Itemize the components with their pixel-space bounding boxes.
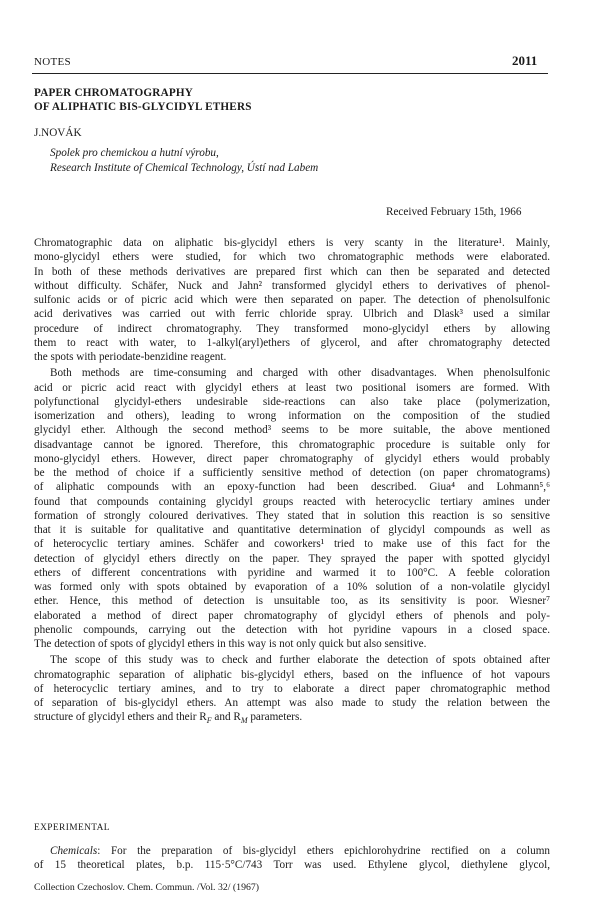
text-line: of heterocyclic tertiary amines, and to try to elaborate a direct paper chromatographic method: [34, 682, 550, 695]
text-line: disadvantage cannot be ignored. Therefore, this chromatographic procedure is suitable only for: [34, 438, 550, 451]
subscript-m: M: [240, 716, 248, 726]
subscript-f: F: [206, 716, 212, 726]
header-rule: [32, 73, 548, 74]
text-line: sulfonic acids or of picric acid which were then separated on paper. The detection of phenolsulfonic: [34, 294, 550, 306]
text-run: and R: [211, 711, 241, 724]
text-line: of separation of bis-glycidyl ethers. An attempt was also made to study the relation between the: [34, 697, 550, 709]
text-line: without difficulty. Schäfer, Nuck and Jahn² transformed glycidyl ethers to derivatives of phenol-: [34, 279, 550, 292]
text-line: was formed only with spots obtained by evaporation of a 10% solution of a non-volatile glycidyl: [34, 581, 550, 593]
text-line: of aliphatic compounds with an epoxy-function had been described. Giua⁴ and Lohmann⁵,⁶: [34, 481, 550, 494]
section-header: NOTES: [34, 56, 71, 68]
text-line: The detection of spots of glycidyl ethers in this way is not only quick but also sensitive.: [34, 638, 427, 650]
text-line: The scope of this study was to check and further elaborate the detection of spots obtained after: [50, 654, 550, 667]
received-date: Received February 15th, 1966: [386, 206, 522, 218]
experimental-heading: EXPERIMENTAL: [34, 823, 110, 833]
page-number: 2011: [512, 53, 538, 68]
text-line: mono-glycidyl ethers were studied, for which two chromatographic methods were elaborated.: [34, 251, 550, 264]
text-line: ether. Hence, this method of detection is unsuitable too, as its sensitivity is poor. Wiesner⁷: [34, 595, 550, 608]
text-line: [34, 710, 550, 724]
text-line: formation of strongly coloured derivatives. They stated that in solution this reaction is so sensitive: [34, 509, 550, 522]
author-name: J.NOVÁK: [34, 127, 82, 139]
journal-citation: Collection Czechoslov. Chem. Commun. /Vol. 32/ (1967): [34, 882, 260, 893]
text-line: Both methods are time-consuming and charged with other disadvantages. When phenolsulfonic: [50, 367, 550, 380]
text-line: detection of glycidyl ethers directly on the paper. They sprayed the paper with spotted glycidyl: [34, 552, 550, 565]
text-run: parameters.: [247, 711, 303, 724]
text-line: of heterocyclic tertiary amines. Schäfer and coworkers¹ tried to make use of this fact for the: [34, 538, 550, 551]
text-line: acid derivatives was carried out with ferric chloride spray. Ulbrich and Dlask³ used a similar: [34, 308, 550, 321]
paragraph-3: [34, 653, 550, 724]
text-line: mono-glycidyl ethers. However, direct paper chromatography of glycidyl ethers would probably: [34, 452, 550, 465]
text-line: procedure of indirect chromatography. They transformed mono-glycidyl ethers by allowing: [34, 322, 550, 335]
text-line: glycidyl ether. Although the second method³ seems to be more suitable, the above mentioned: [34, 424, 550, 437]
paragraph-1: [34, 236, 550, 364]
text-line: be the method of choice if a sufficiently sensitive method of detection (on paper chromatograms): [34, 467, 550, 479]
text-line: isomerization and others), leading to wrong information on the composition of the studied: [34, 410, 550, 422]
text-line: found that compounds containing glycidyl groups reacted with heterocyclic tertiary amines under: [34, 495, 550, 508]
article-body: [34, 236, 550, 727]
text-line: chromatographic separation of aliphatic bis-glycidyl ethers, based on the influence of hot vapours: [34, 668, 550, 681]
text-line: phenolic compounds, carrying out the detection with hot pyridine vapours in a closed space.: [34, 623, 550, 636]
text-line: [34, 844, 550, 858]
paragraph-2: [34, 366, 550, 651]
text-run: structure of glycidyl ethers and their R: [34, 711, 207, 724]
text-line: them to react with water, to 1-alkyl(aryl)ethers of glycerol, and after chromatography detected: [34, 336, 550, 349]
text-line: ethers of different concentrations with pyridine and warmed it to 100°C. A feeble coloration: [34, 566, 550, 579]
text-line: polyfunctional glycidyl-ethers undesirable side-reactions can also take place (polymerization,: [34, 395, 550, 408]
article-title: [34, 86, 252, 114]
text-line: In both of these methods derivatives are prepared first which can then be separated and detected: [34, 265, 550, 278]
author-affiliation: [50, 146, 318, 176]
text-line: acid or picric acid react with glycidyl ethers at least two positional isomers are formed. With: [34, 381, 550, 394]
text-line: elaborated a method of direct paper chromatography of glycidyl ethers of phenols and poly-: [34, 609, 550, 622]
title-line: PAPER CHROMATOGRAPHY: [34, 87, 194, 99]
text-line: that it is suitable for qualitative and quantitative determination of glycidyl compounds as well as: [34, 524, 550, 536]
text-line: of 15 theoretical plates, b.p. 115·5°C/743 Torr was used. Ethylene glycol, diethylene glycol,: [34, 859, 550, 872]
title-line: OF ALIPHATIC BIS-GLYCIDYL ETHERS: [34, 101, 252, 113]
affiliation-line: Research Institute of Chemical Technology, Ústí nad Labem: [50, 162, 319, 174]
text-line: the spots with periodate-benzidine reagent.: [34, 351, 227, 363]
affiliation-line: Spolek pro chemickou a hutní výrobu,: [50, 147, 219, 159]
text-line: Chromatographic data on aliphatic bis-glycidyl ethers is very scanty in the literature¹. Mainly,: [34, 237, 550, 249]
chemicals-paragraph: [34, 844, 550, 873]
text-run: : For the preparation of bis-glycidyl ethers epichlorohydrine rectified on a column: [97, 845, 550, 857]
chemicals-label: Chemicals: [50, 845, 98, 857]
